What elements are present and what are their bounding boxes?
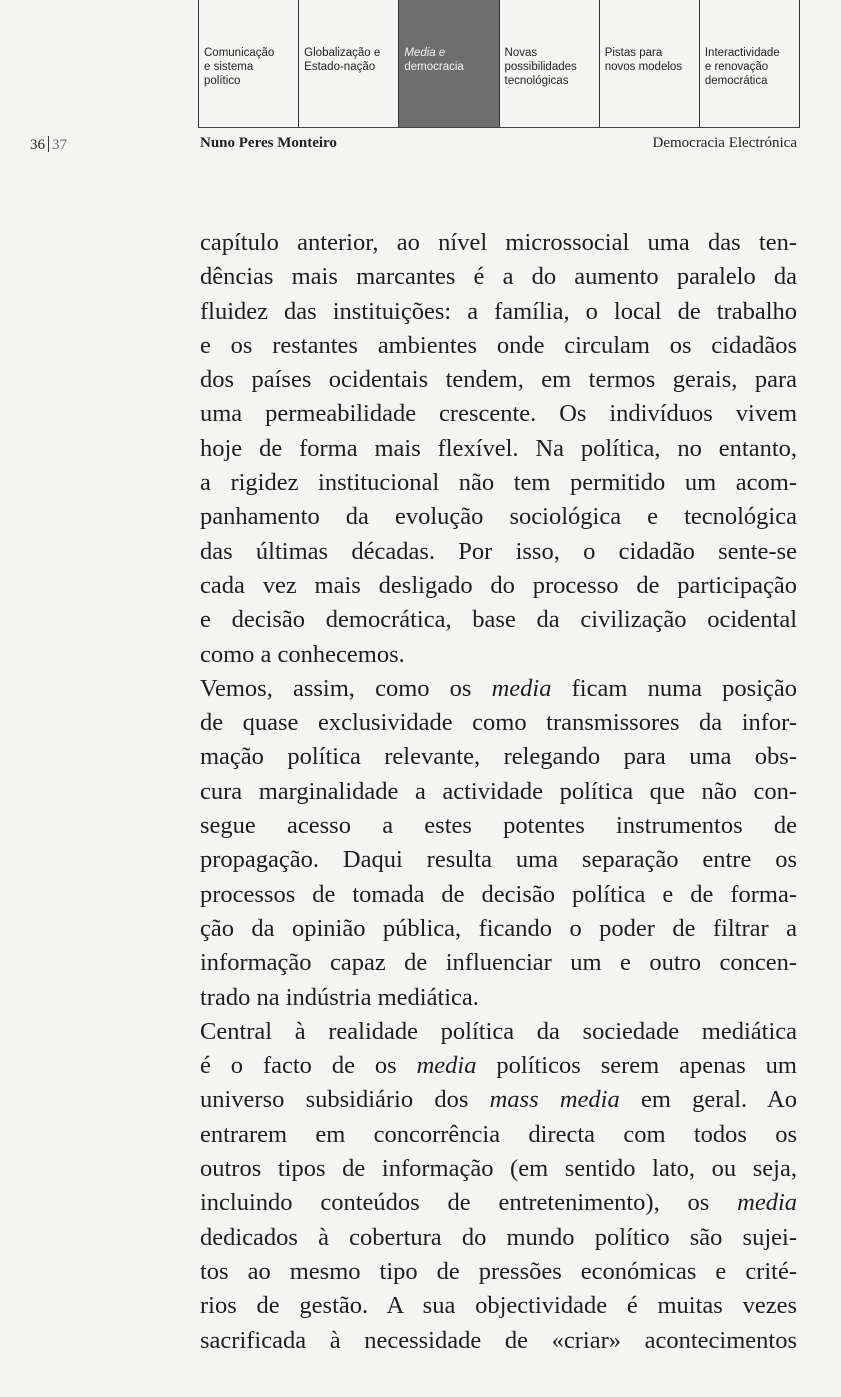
body-line: e decisão democrática, base da civilização ocidental bbox=[200, 606, 797, 634]
chapter-tab-line: e sistema bbox=[204, 61, 254, 73]
chapter-tab bbox=[298, 0, 398, 128]
body-line: panhamento da evolução sociológica e tecnológica bbox=[200, 503, 797, 531]
chapter-tab-line: Globalização e bbox=[304, 47, 381, 59]
page-number-separator bbox=[48, 136, 49, 152]
chapter-tab-line: político bbox=[204, 75, 241, 87]
body-line: incluindo conteúdos de entretenimento), os media bbox=[200, 1189, 797, 1217]
chapter-tab bbox=[499, 0, 599, 128]
body-line: entrarem em concorrência directa com todos os bbox=[200, 1120, 797, 1148]
body-line: propagação. Daqui resulta uma separação entre os bbox=[200, 846, 797, 874]
chapter-tab-line: democracia bbox=[404, 61, 464, 73]
body-line: informação capaz de influenciar um e outro concen- bbox=[200, 949, 797, 977]
chapter-tab bbox=[398, 0, 498, 128]
body-line: como a conhecemos. bbox=[200, 640, 405, 668]
chapter-tab-line: democrática bbox=[704, 75, 768, 87]
body-line: é o facto de os media políticos serem apenas um bbox=[200, 1052, 797, 1080]
chapter-tab bbox=[699, 0, 800, 128]
body-line: outros tipos de informação (em sentido lato, ou seja, bbox=[200, 1155, 797, 1183]
page-number-left: 36 bbox=[30, 137, 45, 153]
chapter-tab-line: tecnológicas bbox=[504, 75, 569, 87]
chapter-tabs bbox=[198, 0, 800, 128]
body-line: universo subsidiário dos mass media em geral. Ao bbox=[200, 1086, 797, 1114]
running-head-book-title: Democracia Electrónica bbox=[652, 135, 797, 151]
page-numbers bbox=[30, 136, 67, 154]
body-line: dedicados à cobertura do mundo político são sujei- bbox=[200, 1223, 797, 1251]
body-line: dos países ocidentais tendem, em termos gerais, para bbox=[200, 366, 797, 394]
body-line: de quase exclusividade como transmissores da infor- bbox=[200, 709, 797, 737]
chapter-tab-line: Comunicação bbox=[204, 47, 275, 59]
chapter-tab-line: novos modelos bbox=[604, 61, 683, 73]
body-line: fluidez das instituições: a família, o local de trabalho bbox=[200, 297, 797, 325]
body-line: e os restantes ambientes onde circulam os cidadãos bbox=[200, 331, 797, 359]
chapter-tab-line: Interactividade bbox=[704, 47, 780, 59]
body-line: a rigidez institucional não tem permitido um acom- bbox=[200, 469, 797, 497]
body-line: cura marginalidade a actividade política que não con- bbox=[200, 777, 797, 805]
chapter-tab bbox=[198, 0, 298, 128]
body-line: sacrificada à necessidade de «criar» acontecimentos bbox=[200, 1326, 797, 1354]
body-line: hoje de forma mais flexível. Na política, no entanto, bbox=[200, 434, 797, 462]
body-line: Central à realidade política da sociedade mediática bbox=[200, 1017, 797, 1045]
chapter-tab bbox=[599, 0, 699, 128]
body-line: capítulo anterior, ao nível microssocial uma das ten- bbox=[200, 229, 797, 256]
header-rule bbox=[198, 127, 800, 128]
body-line: uma permeabilidade crescente. Os indivíduos vivem bbox=[200, 400, 797, 428]
body-line: rios de gestão. A sua objectividade é muitas vezes bbox=[200, 1292, 797, 1320]
body-line: segue acesso a estes potentes instrumentos de bbox=[200, 812, 797, 840]
chapter-tab-line: Estado-nação bbox=[304, 61, 376, 73]
running-head-author: Nuno Peres Monteiro bbox=[200, 135, 337, 151]
chapter-tab-line: Pistas para bbox=[604, 47, 663, 59]
body-line: Vemos, assim, como os media ficam numa posição bbox=[200, 674, 798, 702]
body-line: cada vez mais desligado do processo de participação bbox=[200, 571, 797, 599]
chapter-tab-line: Novas bbox=[504, 47, 538, 59]
chapter-tab-line: e renovação bbox=[704, 61, 769, 73]
body-line: das últimas décadas. Por isso, o cidadão sente-se bbox=[200, 537, 797, 565]
body-line: trado na indústria mediática. bbox=[200, 983, 479, 1011]
chapter-tab-line: Media e bbox=[404, 47, 446, 59]
body-line: ção da opinião pública, ficando o poder de filtrar a bbox=[200, 914, 797, 942]
chapter-tab-line: possibilidades bbox=[504, 61, 577, 73]
body-line: dências mais marcantes é a do aumento paralelo da bbox=[200, 263, 797, 291]
page-number-right: 37 bbox=[52, 137, 67, 153]
body-line: mação política relevante, relegando para uma obs- bbox=[200, 743, 797, 771]
body-text bbox=[200, 226, 797, 1358]
body-line: processos de tomada de decisão política e de forma- bbox=[200, 880, 797, 908]
body-line: tos ao mesmo tipo de pressões económicas e crité- bbox=[200, 1257, 797, 1285]
